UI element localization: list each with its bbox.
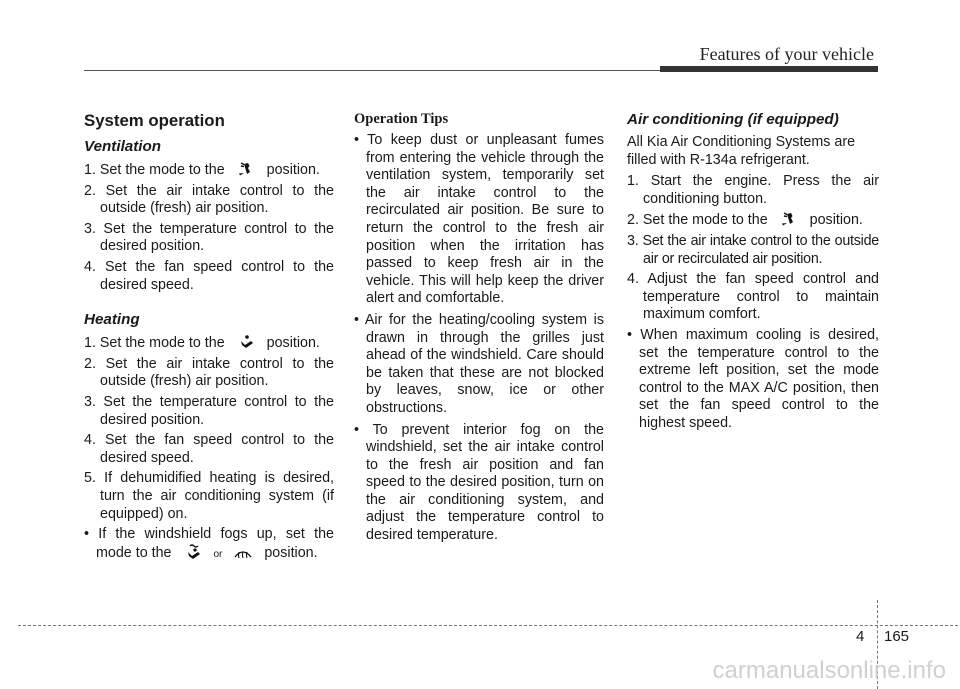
footer-rule [18, 625, 958, 626]
column-right [627, 110, 879, 437]
ac-step-4: 4. Adjust the fan speed control and temperature control to maintain maximum comfort. [627, 271, 879, 323]
tip-bullet-2: • Air for the heating/cooling system is drawn in through the grilles just ahead of the windshield. Care should be taken that these are not blocked by leaves, snow, ice or other obstructions. [354, 311, 604, 416]
ventilation-step-2: 2. Set the air intake control to the outside (fresh) air position. [84, 182, 334, 217]
ac-step-3: 3. Set the air intake control to the outside air or recirculated air position. [627, 232, 879, 267]
page-number: 165 [884, 628, 910, 645]
heating-bullet: • If the windshield fogs up, set the mode to the or position. [84, 526, 334, 561]
tip-bullet-3: • To prevent interior fog on the windshield, set the air intake control to the fresh air position and fan speed to the desired position, turn on the air conditioning system, and adjust the temperature control to desired temperature. [354, 421, 604, 544]
heating-step-1: 1. Set the mode to the position. [84, 335, 320, 352]
column-left [84, 110, 334, 567]
chapter-number: 4 [856, 628, 865, 645]
header-rule-bar [660, 66, 878, 72]
ventilation-step-3: 3. Set the temperature control to the desired position. [84, 220, 334, 255]
header-title: Features of your vehicle [699, 44, 874, 64]
heating-step-3: 3. Set the temperature control to the desired position. [84, 393, 334, 428]
operation-tips-heading: Operation Tips [354, 111, 449, 127]
header-rule [84, 70, 660, 71]
floor-mode-icon [233, 334, 259, 350]
air-conditioning-heading: Air conditioning (if equipped) [627, 111, 839, 128]
watermark: carmanualsonline.info [712, 657, 946, 684]
column-middle [354, 110, 604, 549]
air-conditioning-intro: All Kia Air Conditioning Systems are filled with R-134a refrigerant. [627, 134, 856, 168]
ventilation-heading: Ventilation [84, 138, 162, 155]
ac-step-2: 2. Set the mode to the position. [627, 212, 863, 229]
ac-step-1: 1. Start the engine. Press the air conditioning button. [627, 173, 879, 207]
section-title: System operation [84, 111, 225, 130]
heating-step-2: 2. Set the air intake control to the outside (fresh) air position. [84, 355, 334, 390]
ventilation-step-1: 1. Set the mode to the position. [84, 162, 320, 178]
defrost-mode-icon [230, 544, 256, 560]
heating-step-5: 5. If dehumidified heating is desired, turn the air conditioning system (if equipped) on. [84, 470, 334, 522]
heating-step-4: 4. Set the fan speed control to the desired speed. [84, 432, 334, 466]
vent-mode-icon [776, 211, 802, 227]
ac-bullet: • When maximum cooling is desired, set the temperature control to the extreme left position, set the mode control to the MAX A/C position, then set the fan speed control to the highest speed. [627, 326, 879, 431]
heating-heading: Heating [84, 311, 140, 329]
tip-bullet-1: • To keep dust or unpleasant fumes from entering the vehicle through the ventilation system, temporarily set the air intake control to the recirculated air position. Be sure to return the control to the fresh air position when the irritation has passed to keep fresh air in the vehicle. This will help keep the driver alert and comfortable. [354, 132, 604, 307]
ventilation-step-4: 4. Set the fan speed control to the desired speed. [84, 258, 334, 293]
floor-defrost-mode-icon [180, 544, 206, 560]
vent-mode-icon [233, 161, 259, 177]
